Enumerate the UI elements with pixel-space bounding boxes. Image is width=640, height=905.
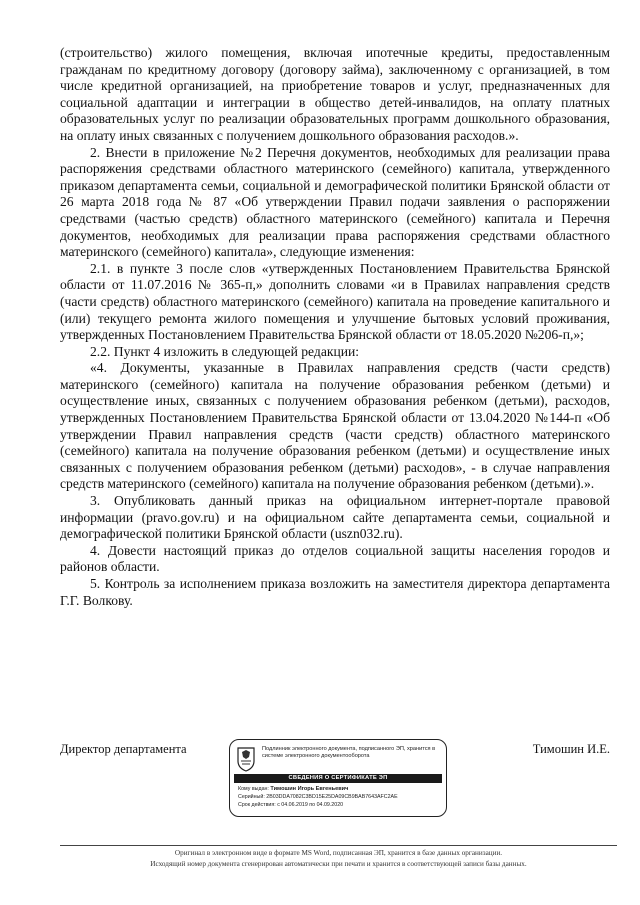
electronic-signature-stamp [229,739,447,817]
paragraph-item-2-1: 2.1. в пункте 3 после слов «утвержденных Постановлением Правительства Брянской области от 11.07.2016 № 365-п,» дополнить словами «и в Правилах направления средств (части средств) областного материнского (семейного) капитала на проведение капитального и (или) текущего ремонта жилого помещения и улучшение бытовых условий проживания, утвержденных Постановлением Правительства Брянской области от 18.05.2020 №206-п,»; [60,260,610,343]
signatory-title: Директор департамента [60,742,187,756]
paragraph-continuation: (строительство) жилого помещения, включая ипотечные кредиты, предоставленным гражданам по кредитному договору (договору займа), заключенному с организацией, в том числе кредитной организацией, на приобретение товаров и услуг, предназначенных для социальной адаптации и интеграции в общество детей-инвалидов, на оплату платных образовательных услуг по реализации образовательных программ дошкольного образования, на оплату иных связанных с получением дошкольного образования расходов.». [60,45,610,143]
footer-line-1: Оригинал в электронном виде в формате MS Word, подписанная ЭП, хранится в базе данных организации. [174,849,503,857]
stamp-validity-label: Срок действия: [238,802,276,808]
stamp-serial-label: Серийный: [238,794,265,800]
footer-line-2: Исходящий номер документа сгенерирован автоматически при печати и хранится в соответствующей записи базы данных. [150,860,527,868]
document-body [60,45,610,609]
paragraph-item-3: 3. Опубликовать данный приказ на официальном интернет-портале правовой информации (pravo.gov.ru) и на официальном сайте департамента семьи, социальной и демографической политики Брянской области (uszn032.ru). [60,493,610,542]
paragraph-item-5: 5. Контроль за исполнением приказа возложить на заместителя директора департамента Г.Г. Волкову. [60,576,610,608]
stamp-serial-row [238,794,443,801]
paragraph-item-2: 2. Внести в приложение №2 Перечня документов, необходимых для реализации права распоряжения средствами областного материнского (семейного) капитала, утвержденного приказом департамента семьи, социальной и демографической политики Брянской области от 26 марта 2018 года № 87 «Об утверждении Правил подачи заявления о распоряжении средствами (частью средств) областного материнского (семейного) капитала и Перечня документов, необходимых для реализации права распоряжения средствами областного материнского (семейного) капитала», следующие изменения: [60,144,610,260]
footer-divider [60,845,617,846]
stamp-issued-to-label: Кому выдан: [238,786,269,792]
stamp-header: СВЕДЕНИЯ О СЕРТИФИКАТЕ ЭП [234,774,442,783]
signatory-name: Тимошин И.Е. [532,742,610,756]
stamp-issued-to: Тимошин Игорь Евгеньевич [270,786,349,792]
stamp-validity-row [238,802,443,809]
stamp-issued-to-row [238,786,443,793]
stamp-serial: 2B03DDA7082C3BD15E25DA09CB9BAB7643AFC2AE [266,794,398,800]
paragraph-item-4-new-text: «4. Документы, указанные в Правилах направления средств (части средств) материнского (семейного) капитала на получение образования ребенком (детьми) и осуществление иных, связанных с получением образования ребенком (детьми), расходов, утвержденных Постановлением Правительства Брянской области от 13.04.2020 №144-п «Об утверждении Правил направления средств (части средств) областного материнского (семейного) капитала на получение образования ребенком (детьми) и осуществление иных связанных с получением образования ребенком (детьми) расходов», - в случае направления средств материнского (семейного) капитала на получение образования ребенком (детьми).». [60,360,610,492]
stamp-validity: с 04.06.2019 по 04.09.2020 [277,802,344,808]
paragraph-item-4: 4. Довести настоящий приказ до отделов социальной защиты населения городов и районов области. [60,542,610,575]
stamp-note: Подлинник электронного документа, подписанного ЭП, хранится в системе электронного документооборота [262,746,436,759]
paragraph-item-2-2: 2.2. Пункт 4 изложить в следующей редакции: [90,343,360,359]
coat-of-arms-icon [236,746,256,772]
